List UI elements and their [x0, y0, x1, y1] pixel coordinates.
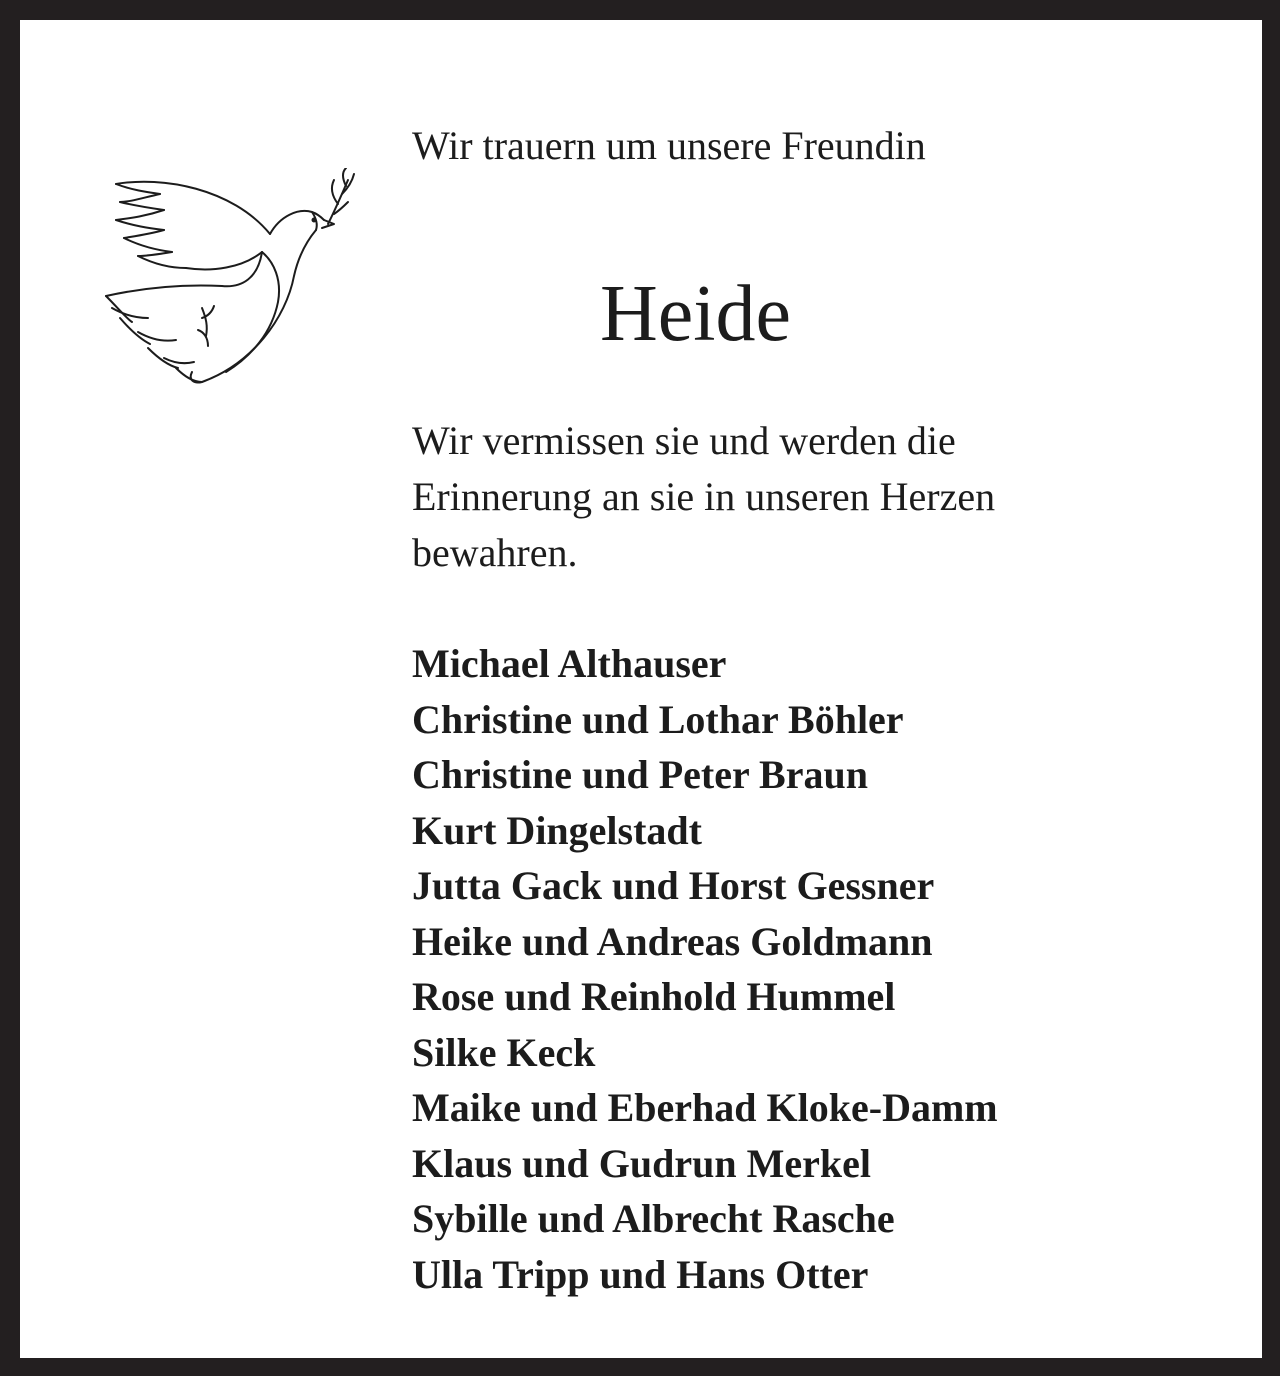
- signer-name: Jutta Gack und Horst Gessner: [412, 863, 935, 908]
- notice-text: [412, 118, 1192, 1297]
- signer-name: Christine und Lothar Böhler: [412, 696, 904, 742]
- signers-list: [412, 636, 998, 1302]
- signer-name: Heike und Andreas Goldmann: [412, 918, 933, 964]
- signer-name: Ulla Tripp und Hans Otter: [412, 1251, 869, 1297]
- signer-name: Rose und Reinhold Hummel: [412, 974, 896, 1019]
- signer-name: Sybille und Albrecht Rasche: [412, 1196, 895, 1241]
- message-line: Wir vermissen sie und werden die: [412, 418, 956, 463]
- signer-name: Christine und Peter Braun: [412, 752, 868, 797]
- peace-dove-icon: [102, 168, 358, 388]
- signer-name: Michael Althauser: [412, 641, 727, 686]
- signer-name: Maike und Eberhad Kloke-Damm: [412, 1085, 998, 1130]
- signer-name: Silke Keck: [412, 1029, 596, 1075]
- message-line: bewahren.: [412, 530, 578, 575]
- memorial-message: [412, 413, 1172, 581]
- signer-name: Klaus und Gudrun Merkel: [412, 1140, 872, 1186]
- intro-line: Wir trauern um unsere Freundin: [412, 123, 926, 168]
- deceased-name: Heide: [600, 270, 792, 358]
- signer-name: Kurt Dingelstadt: [412, 807, 702, 853]
- message-line: Erinnerung an sie in unseren Herzen: [412, 474, 996, 519]
